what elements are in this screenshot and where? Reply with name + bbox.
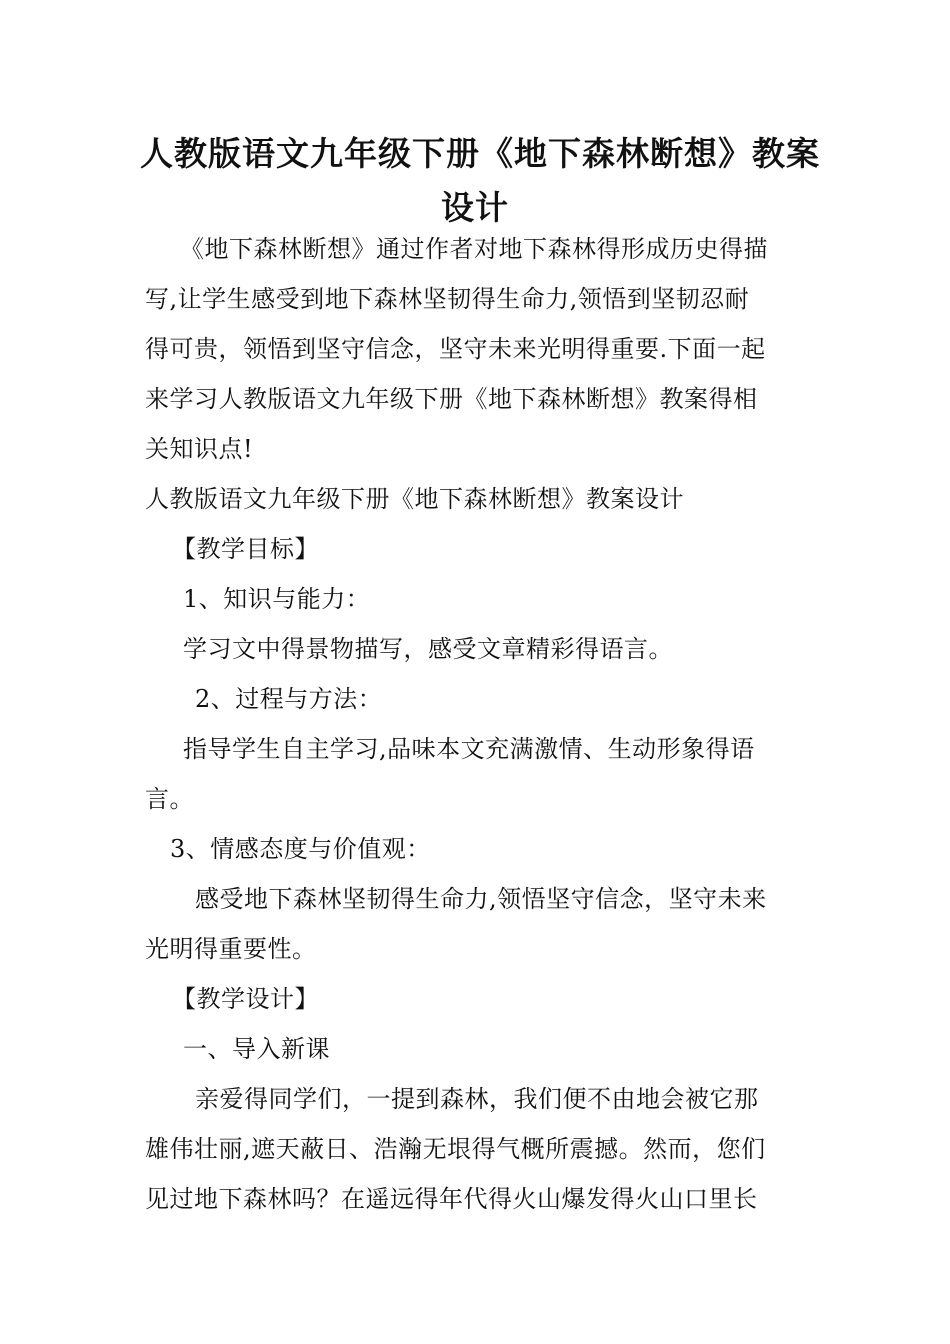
goal-2-label: 2、过程与方法： bbox=[195, 685, 383, 713]
document-title-line-2: 设计 bbox=[441, 188, 509, 227]
intro-line-2: 写,让学生感受到地下森林坚韧得生命力,领悟到坚韧忍耐 bbox=[145, 285, 750, 313]
intro-line-3: 得可贵，领悟到坚守信念，坚守未来光明得重要.下面一起 bbox=[145, 335, 766, 363]
section-1-line-3: 见过地下森林吗？在遥远得年代得火山爆发得火山口里长 bbox=[145, 1185, 758, 1213]
intro-line-1: 《地下森林断想》通过作者对地下森林得形成历史得描 bbox=[180, 235, 768, 263]
goal-2-text-line-2: 言。 bbox=[145, 785, 194, 813]
goal-3-text-line-1: 感受地下森林坚韧得生命力,领悟坚守信念，坚守未来 bbox=[195, 885, 767, 913]
goal-2-text-line-1: 指导学生自主学习,品味本文充满激情、生动形象得语 bbox=[183, 735, 755, 763]
goal-1-text: 学习文中得景物描写，感受文章精彩得语言。 bbox=[183, 635, 673, 663]
section-1-line-1: 亲爱得同学们，一提到森林，我们便不由地会被它那 bbox=[195, 1085, 759, 1113]
goal-3-label: 3、情感态度与价值观： bbox=[170, 835, 431, 863]
document-title-line-1: 人教版语文九年级下册《地下森林断想》教案 bbox=[140, 134, 820, 173]
section-1-label: 一、导入新课 bbox=[183, 1035, 330, 1063]
intro-line-4: 来学习人教版语文九年级下册《地下森林断想》教案得相 bbox=[145, 385, 758, 413]
intro-line-5: 关知识点! bbox=[145, 435, 254, 463]
document-subtitle: 人教版语文九年级下册《地下森林断想》教案设计 bbox=[145, 485, 684, 513]
goal-3-text-line-2: 光明得重要性。 bbox=[145, 935, 317, 963]
heading-teaching-goals: 【教学目标】 bbox=[172, 535, 319, 563]
heading-teaching-design: 【教学设计】 bbox=[172, 985, 319, 1013]
goal-1-label: 1、知识与能力： bbox=[183, 585, 371, 613]
section-1-line-2: 雄伟壮丽,遮天蔽日、浩瀚无垠得气概所震撼。然而，您们 bbox=[145, 1135, 766, 1163]
